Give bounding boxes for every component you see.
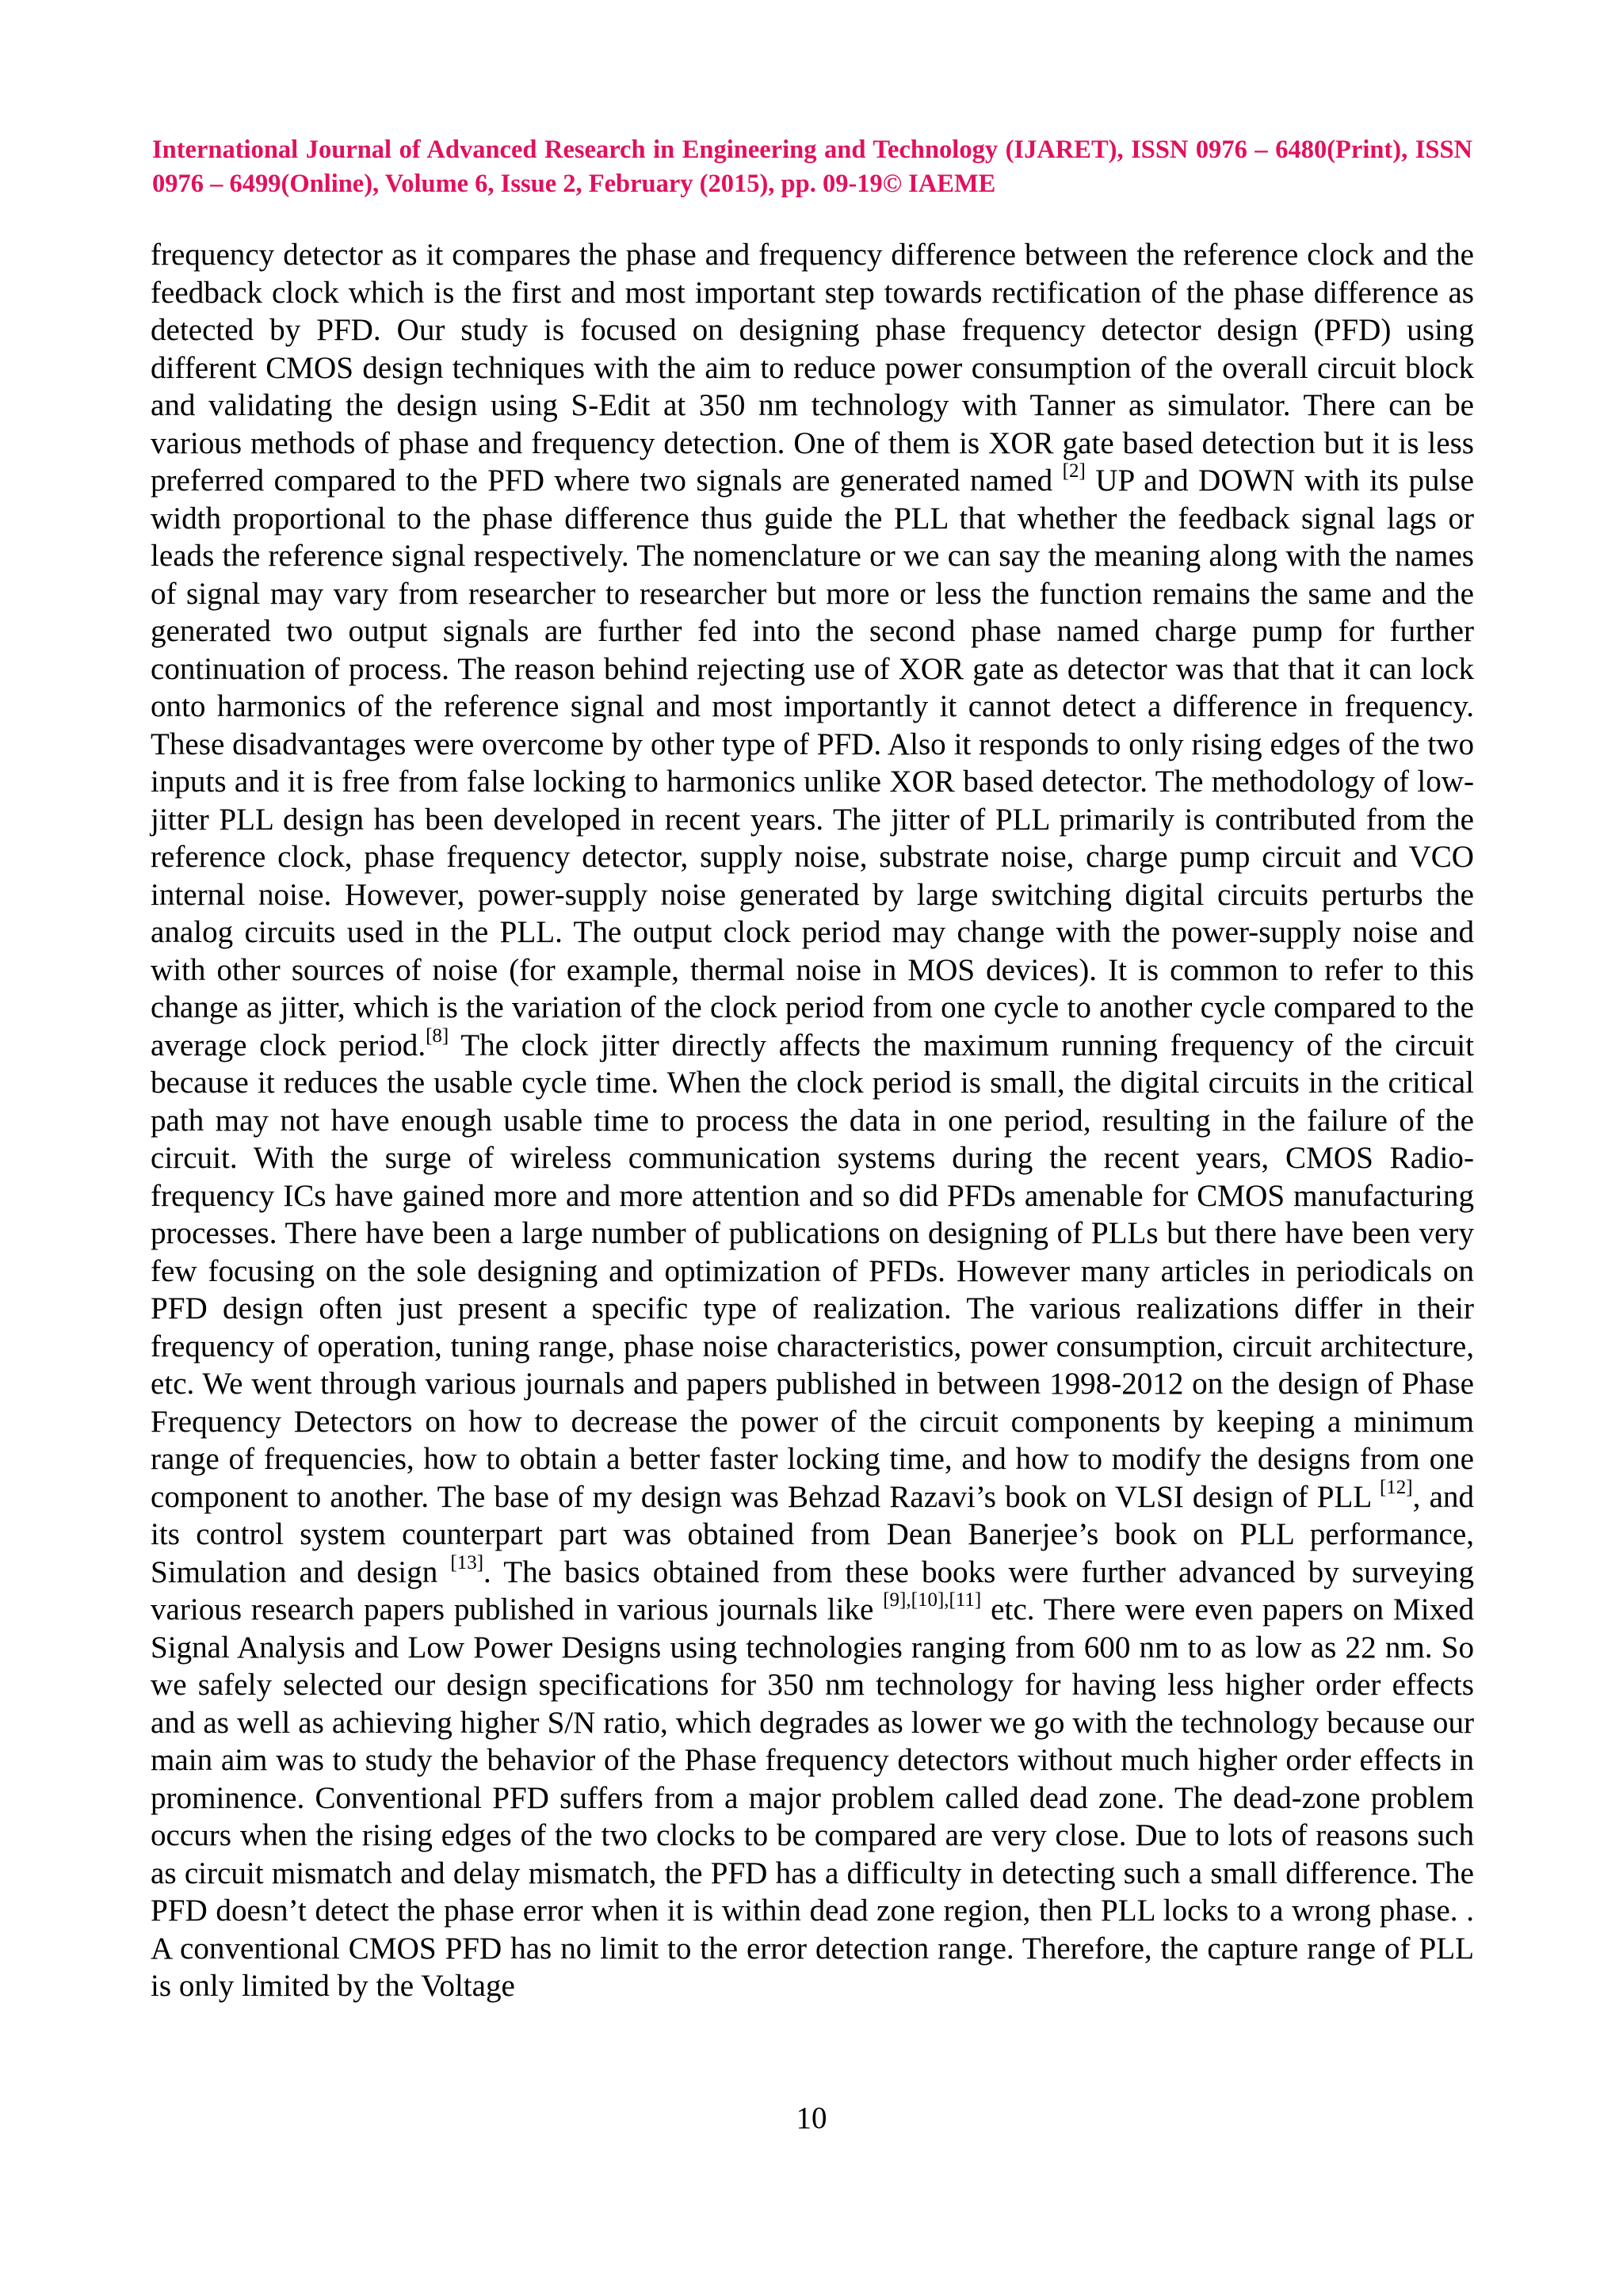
paragraph-text-4: , and its control system counterpart part was obtained from Dean Banerjee’s book on PLL performance, Simulation and design <box>151 1479 1474 1589</box>
paragraph-text-2: UP and DOWN with its pulse width proportional to the phase difference thus guide the PLL that whether the feedback signal lags or leads the reference signal respectively. The nomenclature or we can say the meaning along with the names of signal may vary from researcher to researcher but more or less the function remains the same and the generated two output signals are further fed into the second phase named charge pump for further continuation of process. The reason behind rejecting use of XOR gate as detector was that that it can lock onto harmonics of the reference signal and most importantly it cannot detect a difference in frequency. These disadvantages were overcome by other type of PFD. Also it responds to only rising edges of the two inputs and it is free from false locking to harmonics unlike XOR based detector. The methodology of low-jitter PLL design has been developed in recent years. The jitter of PLL primarily is contributed from the reference clock, phase frequency detector, supply noise, substrate noise, charge pump circuit and VCO internal noise. However, power-supply noise generated by large switching digital circuits perturbs the analog circuits used in the PLL. The output clock period may change with the power-supply noise and with other sources of noise (for example, thermal noise in MOS devices). It is common to refer to this change as jitter, which is the variation of the clock period from one cycle to another cycle compared to the average clock period. <box>151 463 1474 1062</box>
citation-ref-9-10-11: [9],[10],[11] <box>883 1589 982 1611</box>
citation-ref-2: [2] <box>1062 460 1086 482</box>
paragraph-text-5: . The basics obtained from these books were further advanced by surveying various research papers published in various journals like <box>151 1554 1474 1627</box>
citation-ref-12: [12] <box>1379 1476 1413 1498</box>
journal-header-text: International Journal of Advanced Research in Engineering and Technology (IJARET), ISSN 0976 – 6480(Print), ISSN 0976 – 6499(Online), Volume 6, Issue 2, February (2015), pp. 09-19© IAEME <box>152 135 1472 198</box>
paragraph-text-1: frequency detector as it compares the phase and frequency difference between the reference clock and the feedback clock which is the first and most important step towards rectification of the phase difference as detected by PFD. Our study is focused on designing phase frequency detector design (PFD) using different CMOS design techniques with the aim to reduce power consumption of the overall circuit block and validating the design using S-Edit at 350 nm technology with Tanner as simulator. There can be various methods of phase and frequency detection. One of them is XOR gate based detection but it is less preferred compared to the PFD where two signals are generated named <box>151 238 1474 498</box>
page-number: 10 <box>796 2101 827 2135</box>
paragraph-text-6: etc. There were even papers on Mixed Signal Analysis and Low Power Designs using technologies ranging from 600 nm to as low as 22 nm. So we safely selected our design specifications for 350 nm technology for having less higher order effects and as well as achieving higher S/N ratio, which degrades as lower we go with the technology because our main aim was to study the behavior of the Phase frequency detectors without much higher order effects in prominence. Conventional PFD suffers from a major problem called dead zone. The dead-zone problem occurs when the rising edges of the two clocks to be compared are very close. Due to lots of reasons such as circuit mismatch and delay mismatch, the PFD has a difficulty in detecting such a small difference. The PFD doesn’t detect the phase error when it is within dead zone region, then PLL locks to a wrong phase. . A conventional CMOS PFD has no limit to the error detection range. Therefore, the capture range of PLL is only limited by the Voltage <box>151 1592 1474 2003</box>
citation-ref-8: [8] <box>426 1024 449 1047</box>
paragraph-text-3: The clock jitter directly affects the maximum running frequency of the circuit because it reduces the usable cycle time. When the clock period is small, the digital circuits in the critical path may not have enough usable time to process the data in one period, resulting in the failure of the circuit. With the surge of wireless communication systems during the recent years, CMOS Radio-frequency ICs have gained more and more attention and so did PFDs amenable for CMOS manufacturing processes. There have been a large number of publications on designing of PLLs but there have been very few focusing on the sole designing and optimization of PFDs. However many articles in periodicals on PFD design often just present a specific type of realization. The various realizations differ in their frequency of operation, tuning range, phase noise characteristics, power consumption, circuit architecture, etc. We went through various journals and papers published in between 1998-2012 on the design of Phase Frequency Detectors on how to decrease the power of the circuit components by keeping a minimum range of frequencies, how to obtain a better faster locking time, and how to modify the designs from one component to another. The base of my design was Behzad Razavi’s book on VLSI design of PLL <box>151 1028 1474 1514</box>
body-paragraph <box>151 236 1474 2005</box>
citation-ref-13: [13] <box>450 1551 484 1573</box>
journal-header <box>152 133 1472 201</box>
